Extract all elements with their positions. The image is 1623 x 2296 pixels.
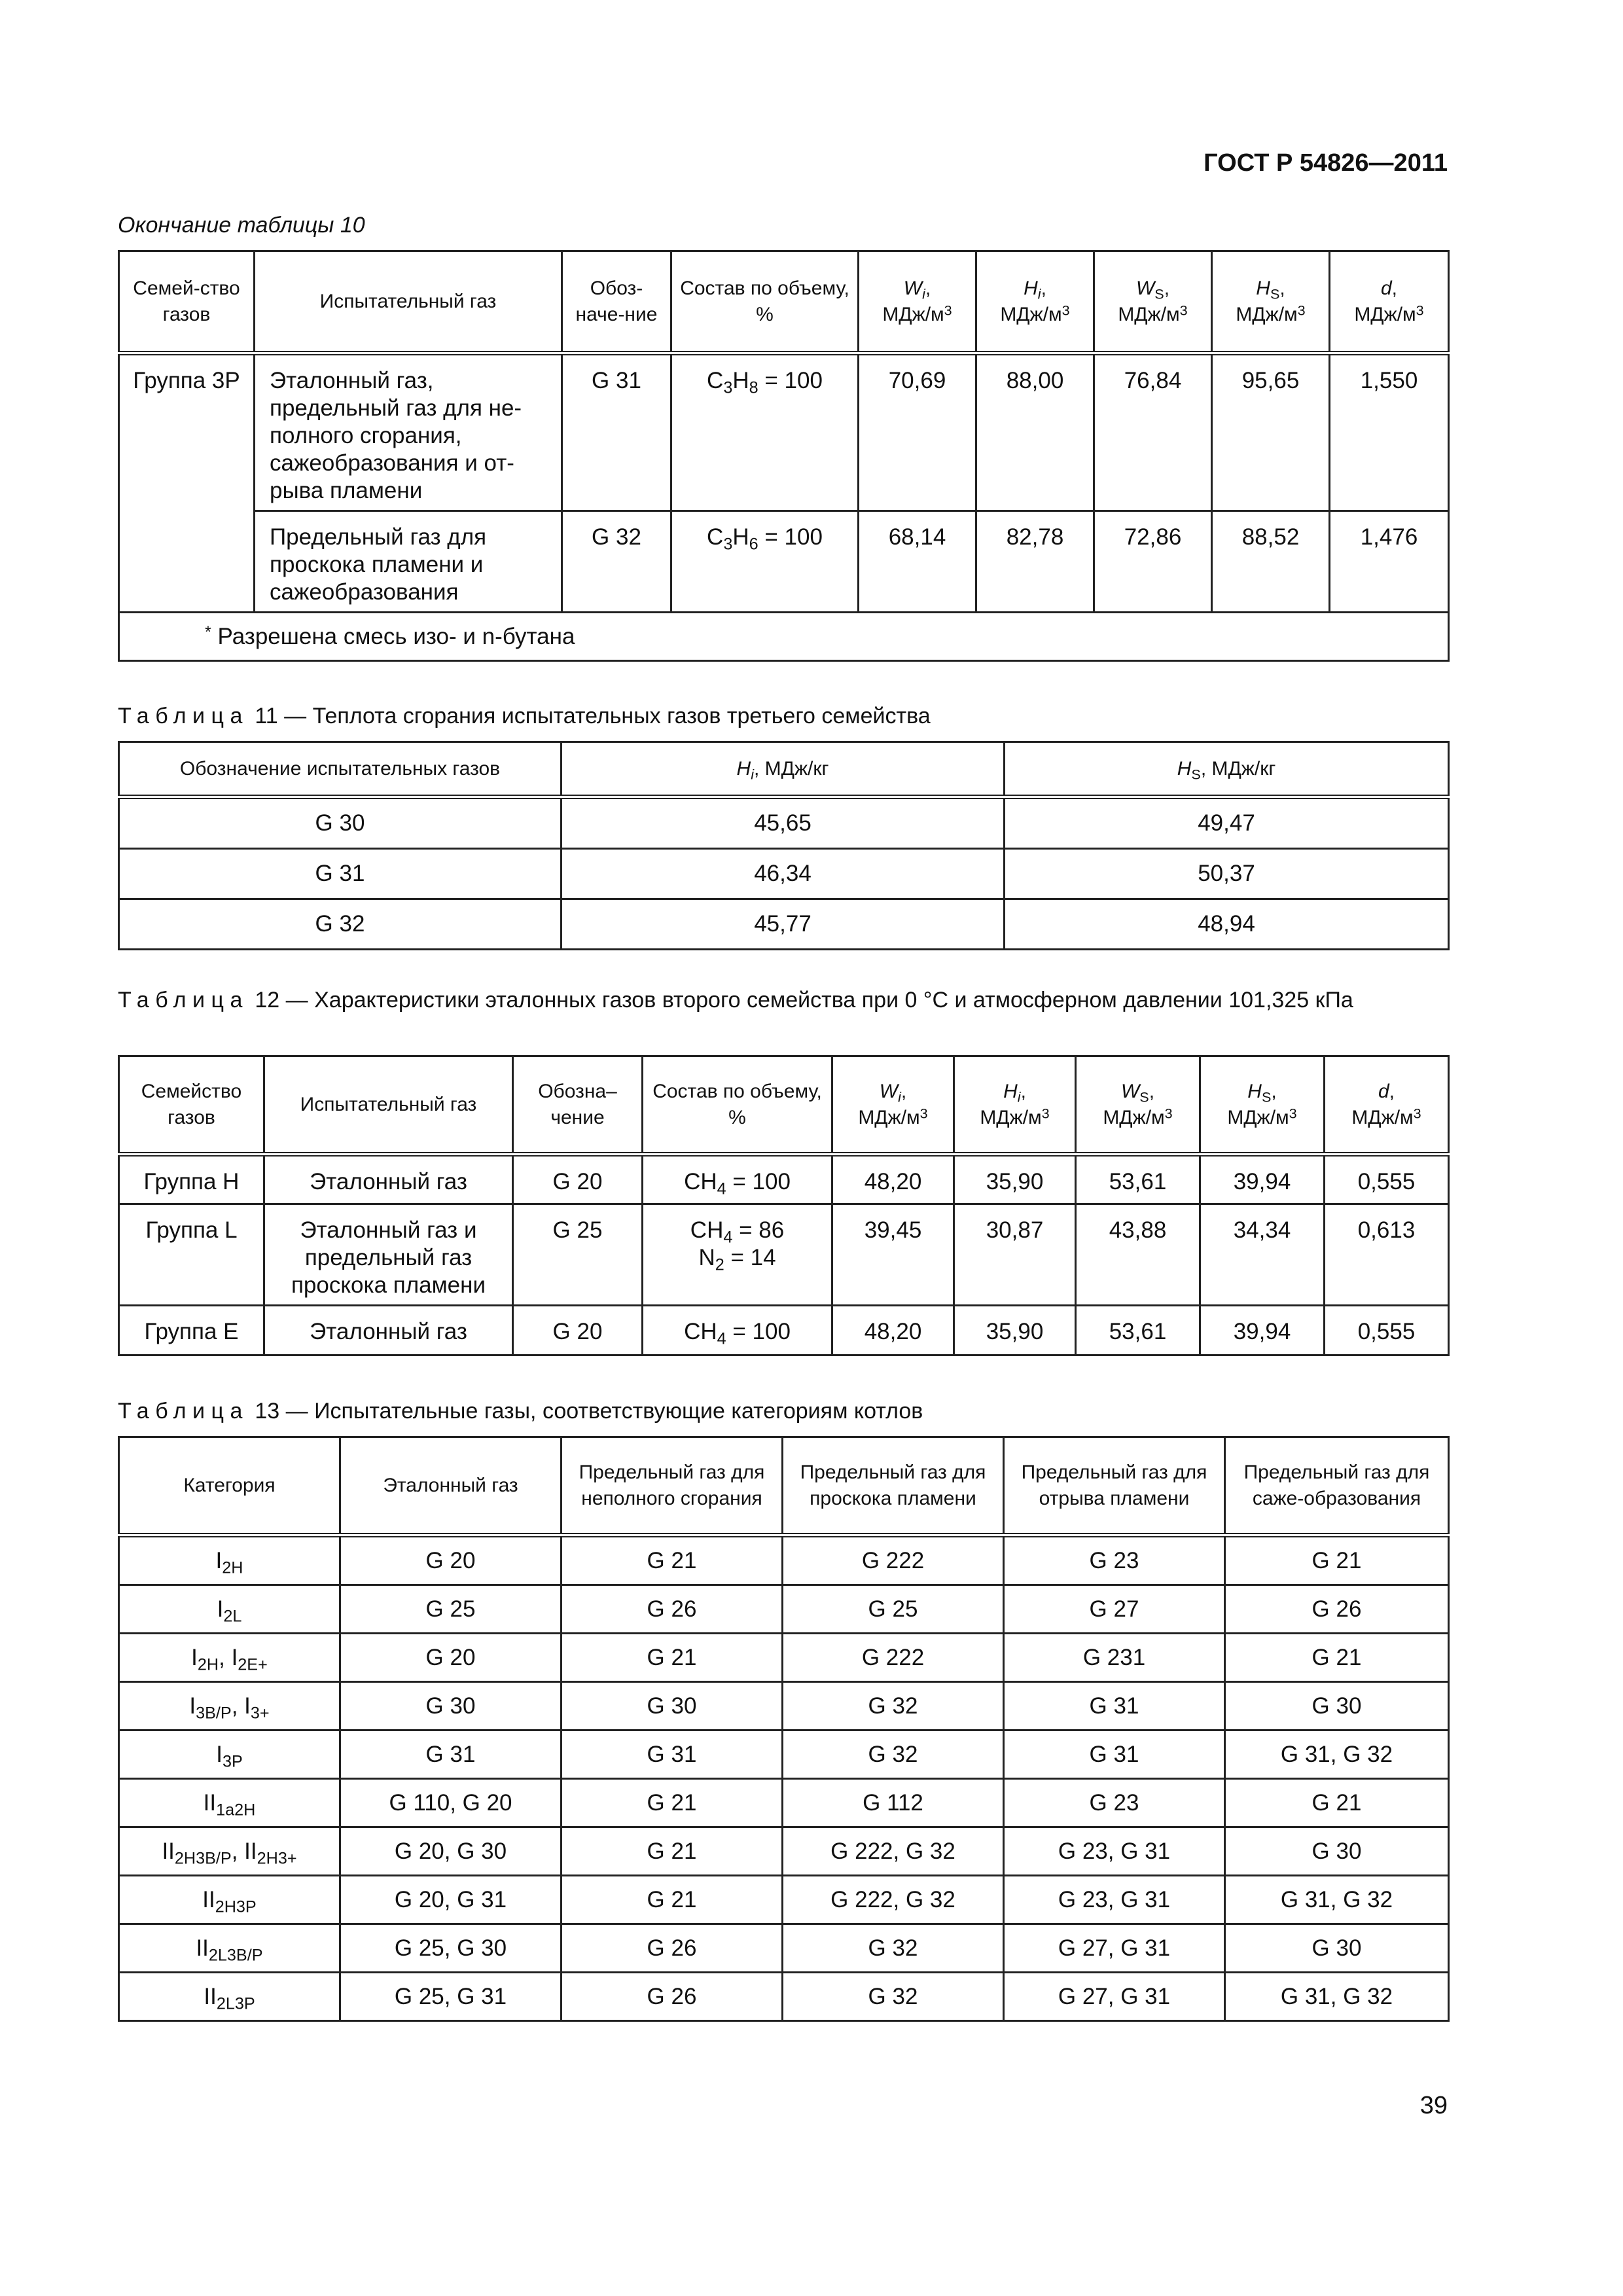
header-reference-gas: Эталонный газ [340,1437,562,1535]
hs-value: 39,94 [1200,1306,1325,1355]
designation: G 31 [562,353,671,511]
hs-value: 49,47 [1005,797,1449,849]
hs-value: 88,52 [1212,511,1330,613]
incomplete-combustion-gas: G 21 [562,1876,783,1924]
flame-liftoff-gas: G 31 [1004,1682,1225,1731]
header-hi: $H_i$, МДж/кг [562,742,1005,797]
sooting-gas: G 21 [1225,1779,1449,1827]
family: Группа Н [119,1155,264,1204]
composition: $CH_4 = 100$ [643,1306,832,1355]
flashback-gas: G 222, G 32 [783,1876,1004,1924]
flashback-gas: G 32 [783,1731,1004,1779]
hi-value: 45,65 [562,797,1005,849]
footnote-row [119,613,1449,661]
gas-designation: G 31 [119,849,562,899]
header-gas: Испытательный газ [264,1056,513,1155]
table11 [118,741,1450,950]
flashback-gas: G 32 [783,1682,1004,1731]
flame-liftoff-gas: G 27, G 31 [1004,1973,1225,2021]
table11-caption: Таблица 11 — Теплота сгорания испытательных газов третьего семейства [118,704,931,728]
d-value: 1,550 [1330,353,1449,511]
table12-header-row [119,1056,1449,1155]
header-incomplete-combustion: Предельный газ для неполного сгорания [562,1437,783,1535]
composition: $CH_4 = 86$ $N_2 = 14$ [643,1204,832,1306]
flame-liftoff-gas: G 23 [1004,1535,1225,1585]
page-number: 39 [1419,2092,1448,2119]
table-row [119,1585,1449,1634]
header-flashback: Предельный газ для проскока пламени [783,1437,1004,1535]
table10-footnote: * Разрешена смесь изо- и n-бутана [119,613,1449,661]
ws-value: 72,86 [1094,511,1212,613]
flame-liftoff-gas: G 23 [1004,1779,1225,1827]
designation: G 20 [513,1306,643,1355]
sooting-gas: G 31, G 32 [1225,1973,1449,2021]
family: Группа Е [119,1306,264,1355]
gas-name: Эталонный газ [264,1155,513,1204]
flashback-gas: G 222, G 32 [783,1827,1004,1876]
header-family: Семей-ство газов [119,251,255,353]
header-hs: $H_S$, МДж/$м^3$ [1212,251,1330,353]
d-value: 0,555 [1325,1306,1449,1355]
header-d: d, МДж/$м^3$ [1330,251,1449,353]
designation: G 32 [562,511,671,613]
sooting-gas: G 26 [1225,1585,1449,1634]
table12 [118,1055,1450,1356]
table-row [119,353,1449,511]
flashback-gas: G 112 [783,1779,1004,1827]
family: Группа L [119,1204,264,1306]
flashback-gas: G 32 [783,1924,1004,1973]
designation: G 25 [513,1204,643,1306]
reference-gas: G 25, G 30 [340,1924,562,1973]
flame-liftoff-gas: G 23, G 31 [1004,1876,1225,1924]
composition: $C_3H_6 = 100$ [671,511,859,613]
sooting-gas: G 31, G 32 [1225,1731,1449,1779]
gas-name: Предельный газ для проскока пламени и сажеобразования [255,511,562,613]
hi-value: 82,78 [976,511,1094,613]
wi-value: 48,20 [832,1306,954,1355]
category: $I_{2H}$ [119,1535,340,1585]
table10-caption: Окончание таблицы 10 [118,213,365,238]
incomplete-combustion-gas: G 21 [562,1827,783,1876]
reference-gas: G 30 [340,1682,562,1731]
sooting-gas: G 30 [1225,1682,1449,1731]
incomplete-combustion-gas: G 21 [562,1634,783,1682]
composition: $CH_4 = 100$ [643,1155,832,1204]
reference-gas: G 20 [340,1634,562,1682]
table-row [119,1731,1449,1779]
category: $II_{2H3P}$ [119,1876,340,1924]
group-cell: Группа 3Р [119,353,255,613]
incomplete-combustion-gas: G 31 [562,1731,783,1779]
header-composition: Состав по объему, % [671,251,859,353]
wi-value: 70,69 [859,353,976,511]
header-family: Семейство газов [119,1056,264,1155]
table12-caption: Таблица 12 — Характеристики эталонных газов второго семейства при 0 °С и атмосферном давлении 101,325 кПа [118,988,1353,1013]
flame-liftoff-gas: G 31 [1004,1731,1225,1779]
flame-liftoff-gas: G 231 [1004,1634,1225,1682]
category: $I_{2L}$ [119,1585,340,1634]
hi-value: 46,34 [562,849,1005,899]
sooting-gas: G 21 [1225,1634,1449,1682]
hs-value: 50,37 [1005,849,1449,899]
flashback-gas: G 222 [783,1634,1004,1682]
reference-gas: G 31 [340,1731,562,1779]
composition: $C_3H_8 = 100$ [671,353,859,511]
incomplete-combustion-gas: G 26 [562,1924,783,1973]
header-hi: $H_i$, МДж/$м^3$ [954,1056,1076,1155]
ws-value: 76,84 [1094,353,1212,511]
flashback-gas: G 25 [783,1585,1004,1634]
hi-value: 35,90 [954,1306,1076,1355]
header-ws: $W_S$, МДж/$м^3$ [1094,251,1212,353]
table-row [119,1535,1449,1585]
header-wi: $W_i$, МДж/$м^3$ [859,251,976,353]
table-row [119,849,1449,899]
category: $II_{2L3B/P}$ [119,1924,340,1973]
gas-name: Эталонный газ и предельный газ проскока пламени [264,1204,513,1306]
ws-value: 53,61 [1076,1155,1200,1204]
header-category: Категория [119,1437,340,1535]
table-row [119,1779,1449,1827]
incomplete-combustion-gas: G 26 [562,1585,783,1634]
sooting-gas: G 30 [1225,1924,1449,1973]
d-value: 0,555 [1325,1155,1449,1204]
flame-liftoff-gas: G 27 [1004,1585,1225,1634]
reference-gas: G 20, G 31 [340,1876,562,1924]
header-hi: $H_i$, МДж/$м^3$ [976,251,1094,353]
incomplete-combustion-gas: G 26 [562,1973,783,2021]
d-value: 0,613 [1325,1204,1449,1306]
ws-value: 43,88 [1076,1204,1200,1306]
hs-value: 34,34 [1200,1204,1325,1306]
designation: G 20 [513,1155,643,1204]
incomplete-combustion-gas: G 21 [562,1535,783,1585]
hi-value: 88,00 [976,353,1094,511]
table10 [118,250,1450,662]
hi-value: 35,90 [954,1155,1076,1204]
wi-value: 68,14 [859,511,976,613]
gas-name: Эталонный газ [264,1306,513,1355]
header-designation: Обозна–чение [513,1056,643,1155]
table10-header-row [119,251,1449,353]
category: $I_{3P}$ [119,1731,340,1779]
hi-value: 45,77 [562,899,1005,950]
sooting-gas: G 30 [1225,1827,1449,1876]
hi-value: 30,87 [954,1204,1076,1306]
table13 [118,1436,1450,2022]
gas-designation: G 32 [119,899,562,950]
incomplete-combustion-gas: G 30 [562,1682,783,1731]
table-row [119,899,1449,950]
sooting-gas: G 21 [1225,1535,1449,1585]
table11-header-row [119,742,1449,797]
header-designation: Обоз-наче-ние [562,251,671,353]
header-ws: $W_S$, МДж/$м^3$ [1076,1056,1200,1155]
flashback-gas: G 32 [783,1973,1004,2021]
reference-gas: G 20 [340,1535,562,1585]
category: $II_{2H3B/P}$, $II_{2H3+}$ [119,1827,340,1876]
hs-value: 48,94 [1005,899,1449,950]
table-row [119,1155,1449,1204]
table-row [119,1204,1449,1306]
table-row [119,511,1449,613]
table-row [119,1306,1449,1355]
reference-gas: G 25 [340,1585,562,1634]
category: $I_{3B/P}$, $I_{3+}$ [119,1682,340,1731]
wi-value: 48,20 [832,1155,954,1204]
reference-gas: G 25, G 31 [340,1973,562,2021]
table-row [119,1876,1449,1924]
table-row [119,797,1449,849]
document-code: ГОСТ Р 54826—2011 [1204,149,1448,177]
table13-header-row [119,1437,1449,1535]
hs-value: 95,65 [1212,353,1330,511]
sooting-gas: G 31, G 32 [1225,1876,1449,1924]
gas-name: Эталонный газ, предельный газ для не-полного сгорания, сажеобразования и от-рыва пламени [255,353,562,511]
header-hs: $H_S$, МДж/кг [1005,742,1449,797]
category: $II_{2L3P}$ [119,1973,340,2021]
flame-liftoff-gas: G 27, G 31 [1004,1924,1225,1973]
header-composition: Состав по объему, % [643,1056,832,1155]
table-row [119,1827,1449,1876]
header-gas: Испытательный газ [255,251,562,353]
wi-value: 39,45 [832,1204,954,1306]
header-sooting: Предельный газ для саже-образования [1225,1437,1449,1535]
d-value: 1,476 [1330,511,1449,613]
table-row [119,1634,1449,1682]
header-hs: $H_S$, МДж/$м^3$ [1200,1056,1325,1155]
category: $I_{2H}$, $I_{2E+}$ [119,1634,340,1682]
hs-value: 39,94 [1200,1155,1325,1204]
reference-gas: G 20, G 30 [340,1827,562,1876]
reference-gas: G 110, G 20 [340,1779,562,1827]
table13-caption: Таблица 13 — Испытательные газы, соответствующие категориям котлов [118,1399,923,1424]
header-wi: $W_i$, МДж/$м^3$ [832,1056,954,1155]
header-designation: Обозначение испытательных газов [119,742,562,797]
incomplete-combustion-gas: G 21 [562,1779,783,1827]
category: $II_{1a2H}$ [119,1779,340,1827]
gas-designation: G 30 [119,797,562,849]
header-d: d, МДж/$м^3$ [1325,1056,1449,1155]
header-flame-liftoff: Предельный газ для отрыва пламени [1004,1437,1225,1535]
table-row [119,1682,1449,1731]
flame-liftoff-gas: G 23, G 31 [1004,1827,1225,1876]
flashback-gas: G 222 [783,1535,1004,1585]
table-row [119,1924,1449,1973]
table-row [119,1973,1449,2021]
ws-value: 53,61 [1076,1306,1200,1355]
